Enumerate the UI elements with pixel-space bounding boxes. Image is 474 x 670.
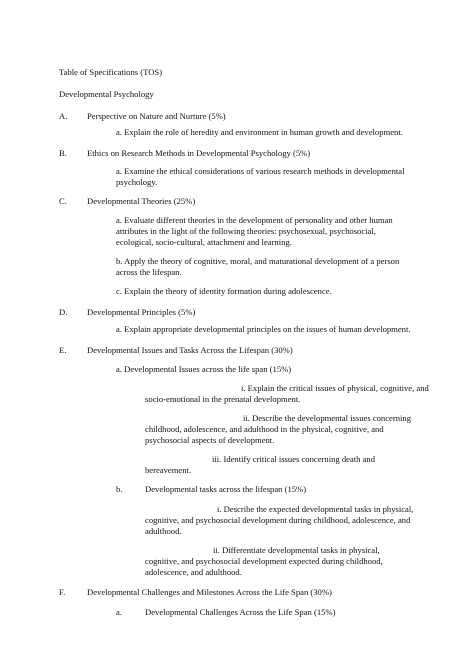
section-d-letter: D. — [59, 307, 68, 317]
section-e-b-i-line2: cognitive, and psychosocial development during childhood, adolescence, and — [145, 515, 411, 525]
section-e-a-iii-line2: bereavement. — [145, 465, 192, 475]
section-c-item-a-line1: a. Evaluate different theories in the development of personality and other human — [116, 215, 393, 225]
section-e-a-i-line2: socio-emotional in the prenatal development. — [145, 394, 301, 404]
section-f-letter: F. — [59, 587, 66, 597]
section-e-a-i-line1: i. Explain the critical issues of physical, cognitive, and — [241, 383, 429, 393]
section-f-item-a-heading: Developmental Challenges Across the Life Span (15%) — [145, 607, 336, 617]
section-b-item-a-line2: psychology. — [116, 177, 158, 187]
section-e-b-ii-line3: adolescence, and adulthood. — [145, 567, 242, 577]
section-e-item-b-letter: b. — [116, 484, 123, 494]
section-a-heading: Perspective on Nature and Nurture (5%) — [87, 111, 226, 121]
section-d-item-a: a. Explain appropriate developmental principles on the issues of human development. — [116, 324, 411, 334]
section-b-heading: Ethics on Research Methods in Developmental Psychology (5%) — [87, 148, 311, 158]
section-e-a-iii-line1: iii. Identify critical issues concerning death and — [212, 454, 375, 464]
document-title: Table of Specifications (TOS) — [59, 67, 163, 77]
section-e-b-ii-line2: cognitive, and psychosocial development expected during childhood, — [145, 556, 383, 566]
section-e-item-a-heading: a. Developmental Issues across the life span (15%) — [116, 364, 292, 374]
section-c-heading: Developmental Theories (25%) — [87, 196, 196, 206]
section-c-item-a-line2: attributes in the light of the following theories: psychosexual, psychosocial, — [116, 226, 376, 236]
section-e-b-i-line3: adulthood. — [145, 526, 182, 536]
section-e-b-i-line1: i. Describe the expected developmental tasks in physical, — [217, 504, 414, 514]
section-b-letter: B. — [59, 148, 67, 158]
section-a-letter: A. — [59, 111, 68, 121]
section-e-a-ii-line3: psychosocial aspects of development. — [145, 435, 275, 445]
section-f-item-a-letter: a. — [116, 607, 122, 617]
section-c-item-b-line1: b. Apply the theory of cognitive, moral, and maturational development of a person — [116, 256, 400, 266]
section-e-a-ii-line1: ii. Describe the developmental issues concerning — [243, 413, 412, 423]
document-subject: Developmental Psychology — [59, 89, 154, 99]
section-c-item-c: c. Explain the theory of identity formation during adolescence. — [116, 286, 332, 296]
section-a-item-a: a. Explain the role of heredity and environment in human growth and development. — [116, 127, 403, 137]
section-c-item-a-line3: ecological, socio-cultural, attachment and learning. — [116, 237, 292, 247]
section-e-b-ii-line1: ii. Differentiate developmental tasks in physical, — [213, 545, 380, 555]
section-f-heading: Developmental Challenges and Milestones Across the Life Span (30%) — [87, 587, 332, 597]
section-c-item-b-line2: across the lifespan. — [116, 267, 182, 277]
section-e-item-b-heading: Developmental tasks across the lifespan (15%) — [145, 484, 307, 494]
section-e-a-ii-line2: childhood, adolescence, and adulthood in the physical, cognitive, and — [145, 424, 384, 434]
section-e-heading: Developmental Issues and Tasks Across the Lifespan (30%) — [87, 345, 293, 355]
section-d-heading: Developmental Principles (5%) — [87, 307, 196, 317]
section-c-letter: C. — [59, 196, 67, 206]
section-e-letter: E. — [59, 345, 67, 355]
section-b-item-a-line1: a. Examine the ethical considerations of various research methods in developmental — [116, 166, 405, 176]
